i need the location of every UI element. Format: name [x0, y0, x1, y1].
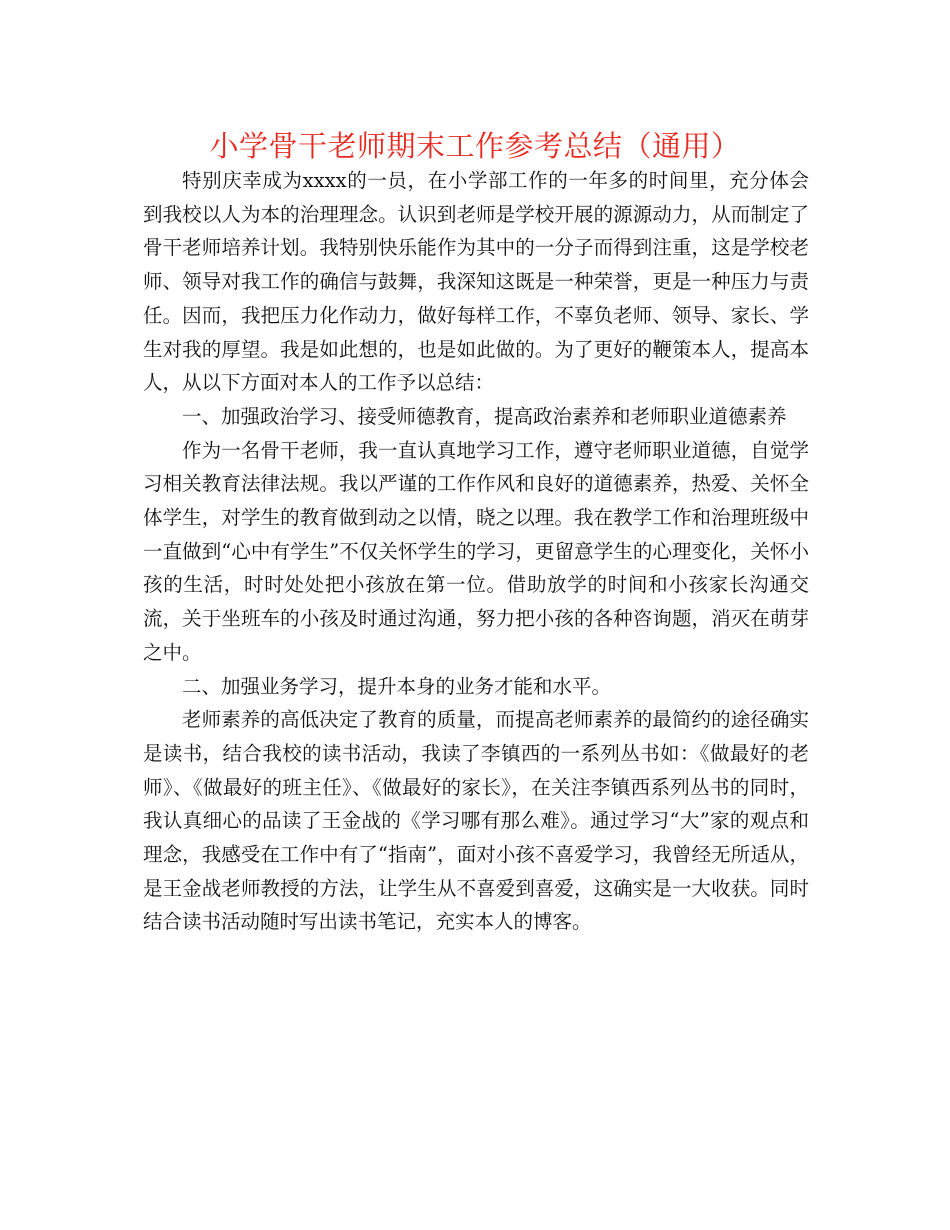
document-body [143, 164, 809, 939]
paragraph-section-2: 老师素养的高低决定了教育的质量，而提高老师素养的最简约的途径确实是读书，结合我校的读书活动，我读了李镇西的一系列丛书如：《做最好的老师》、《做最好的班主任》、《做最好的家长》，在关注李镇西系列丛书的同时，我认真细心的品读了王金战的《学习哪有那么难》。通过学习“大”家的观点和理念，我感受在工作中有了“指南”，面对小孩不喜爱学习，我曾经无所适从，是王金战老师教授的方法，让学生从不喜爱到喜爱，这确实是一大收获。同时结合读书活动随时写出读书笔记，充实本人的博客。 [143, 708, 809, 934]
document-title: 小学骨干老师期末工作参考总结（通用） [209, 129, 741, 163]
paragraph-section-1: 作为一名骨干老师，我一直认真地学习工作，遵守老师职业道德，自觉学习相关教育法律法规。我以严谨的工作作风和良好的道德素养，热爱、关怀全体学生，对学生的教育做到动之以情，晓之以理。我在教学工作和治理班级中一直做到“心中有学生”不仅关怀学生的学习，更留意学生的心理变化，关怀小孩的生活，时时处处把小孩放在第一位。借助放学的时间和小孩家长沟通交流，关于坐班车的小孩及时通过沟通，努力把小孩的各种咨询题，消灭在萌芽之中。 [143, 438, 809, 664]
paragraph-intro: 特别庆幸成为xxxx的一员，在小学部工作的一年多的时间里，充分体会到我校以人为本的治理理念。认识到老师是学校开展的源源动力，从而制定了骨干老师培养计划。我特别快乐能作为其中的一分子而得到注重，这是学校老师、领导对我工作的确信与鼓舞，我深知这既是一种荣誉，更是一种压力与责任。因而，我把压力化作动力，做好每样工作，不辜负老师、领导、家长、学生对我的厚望。我是如此想的，也是如此做的。为了更好的鞭策本人，提高本人，从以下方面对本人的工作予以总结： [143, 169, 809, 395]
section-heading-2: 二、加强业务学习，提升本身的业务才能和水平。 [182, 674, 612, 698]
section-heading-1: 一、加强政治学习、接受师德教育，提高政治素养和老师职业道德素养 [182, 404, 787, 428]
